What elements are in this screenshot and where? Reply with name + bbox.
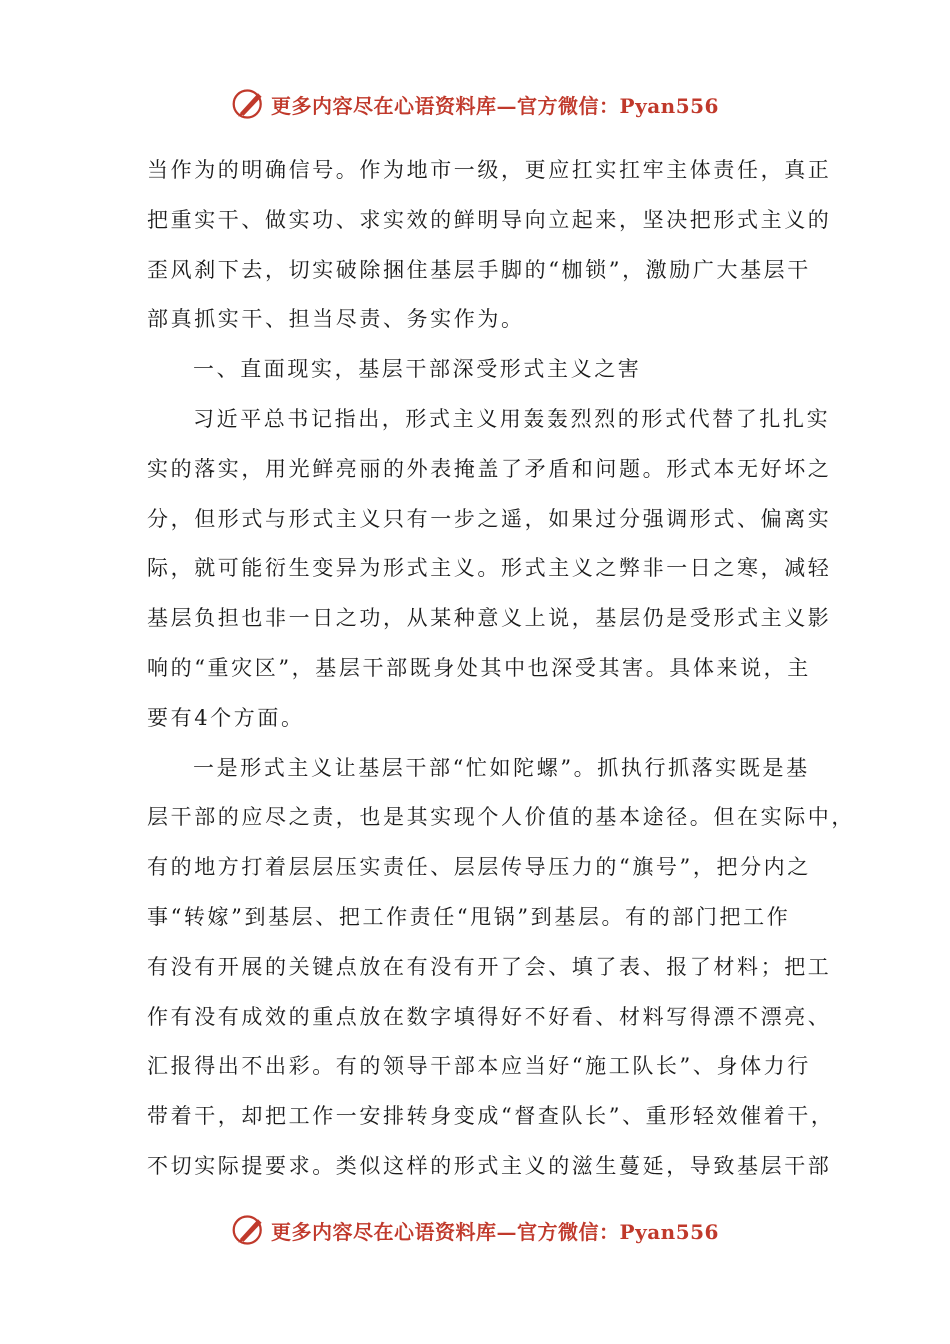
- pen-logo-icon: [231, 1212, 267, 1248]
- document-body: [147, 146, 855, 1192]
- header-watermark-banner: [0, 84, 950, 124]
- text-line: 层干部的应尽之责，也是其实现个人价值的基本途径。但在实际中，: [147, 805, 855, 830]
- text-line: 一是形式主义让基层干部“忙如陀螺”。抓执行抓落实既是基: [193, 755, 810, 780]
- banner-text: 更多内容尽在心语资料库—官方微信：Pyan556: [271, 93, 719, 118]
- footer-watermark-banner: [0, 1210, 950, 1250]
- text-line: 有的地方打着层层压实责任、层层传导压力的“旗号”，把分内之: [147, 855, 811, 880]
- text-line: 一、直面现实，基层干部深受形式主义之害: [193, 357, 642, 382]
- text-line: 把重实干、做实功、求实效的鲜明导向立起来，坚决把形式主义的: [147, 207, 832, 232]
- text-line: 带着干，却把工作一安排转身变成“督查队长”、重形轻效催着干，: [147, 1104, 835, 1129]
- text-line: 歪风刹下去，切实破除捆住基层手脚的“枷锁”，激励广大基层干: [147, 257, 811, 282]
- text-line: 不切实际提要求。类似这样的形式主义的滋生蔓延，导致基层干部: [147, 1153, 832, 1178]
- text-line: 当作为的明确信号。作为地市一级，更应扛实扛牢主体责任，真正: [147, 158, 832, 182]
- text-line: 分，但形式与形式主义只有一步之遥，如果过分强调形式、偏离实: [147, 506, 832, 531]
- text-line: 响的“重灾区”，基层干部既身处其中也深受其害。具体来说，主: [147, 655, 811, 680]
- text-line: 汇报得出不出彩。有的领导干部本应当好“施工队长”、身体力行: [147, 1054, 811, 1079]
- banner-text: 更多内容尽在心语资料库—官方微信：Pyan556: [271, 1219, 719, 1244]
- text-line: 要有4个方面。: [147, 705, 305, 730]
- text-line: 部真抓实干、担当尽责、务实作为。: [147, 307, 525, 332]
- text-line: 际，就可能衍生变异为形式主义。形式主义之弊非一日之寒，减轻: [147, 556, 832, 581]
- pen-logo-icon: [231, 86, 267, 122]
- text-line: 事“转嫁”到基层、把工作责任“甩锅”到基层。有的部门把工作: [147, 904, 791, 929]
- text-line: 习近平总书记指出，形式主义用轰轰烈烈的形式代替了扎扎实: [193, 406, 831, 431]
- text-line: 作有没有成效的重点放在数字填得好不好看、材料写得漂不漂亮、: [147, 1004, 832, 1029]
- text-line: 有没有开展的关键点放在有没有开了会、填了表、报了材料；把工: [147, 954, 832, 979]
- text-line: 实的落实，用光鲜亮丽的外表掩盖了矛盾和问题。形式本无好坏之: [147, 456, 832, 481]
- text-line: 基层负担也非一日之功，从某种意义上说，基层仍是受形式主义影: [147, 606, 832, 631]
